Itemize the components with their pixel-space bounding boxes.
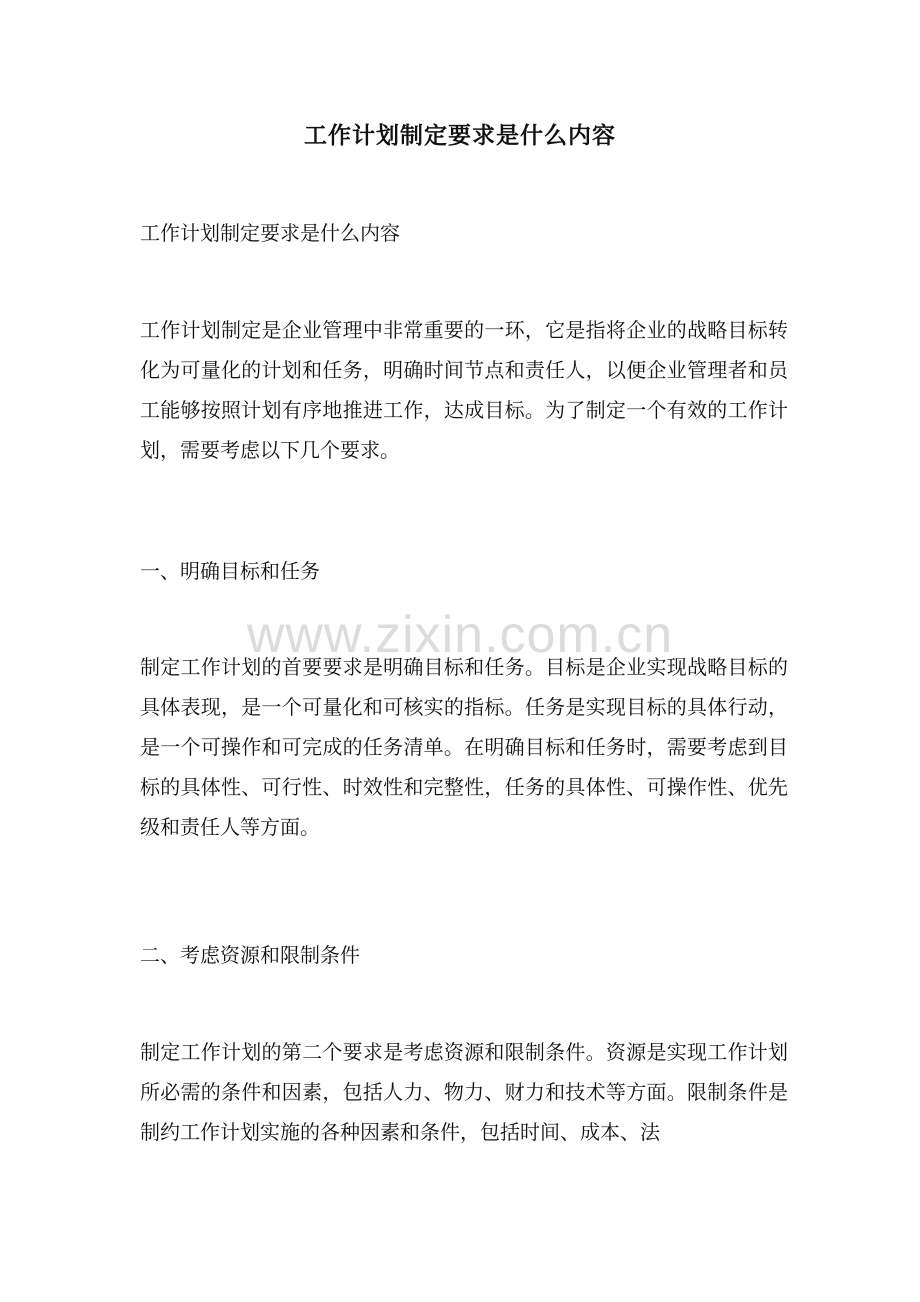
document-title: 工作计划制定要求是什么内容 xyxy=(304,122,616,149)
section-1-heading: 一、明确目标和任务 xyxy=(140,559,320,583)
intro-paragraph: 工作计划制定是企业管理中非常重要的一环，它是指将企业的战略目标转化为可量化的计划和任务，明确时间节点和责任人，以便企业管理者和员工能够按照计划有序地推进工作，达成目标。为了制定一个有效的工作计划，需要考虑以下几个要求。 xyxy=(140,318,788,462)
document-subtitle: 工作计划制定要求是什么内容 xyxy=(140,221,400,245)
section-2-body: 制定工作计划的第二个要求是考虑资源和限制条件。资源是实现工作计划所必需的条件和因素，包括人力、物力、财力和技术等方面。限制条件是制约工作计划实施的各种因素和条件，包括时间、成本、法 xyxy=(140,1040,788,1144)
section-2-heading: 二、考虑资源和限制条件 xyxy=(140,943,360,967)
watermark: www.zixin.com.cn xyxy=(246,606,674,664)
section-1-body: 制定工作计划的首要要求是明确目标和任务。目标是企业实现战略目标的具体表现，是一个可量化和可核实的指标。任务是实现目标的具体行动，是一个可操作和可完成的任务清单。在明确目标和任务时，需要考虑到目标的具体性、可行性、时效性和完整性，任务的具体性、可操作性、优先级和责任人等方面。 xyxy=(140,655,788,839)
